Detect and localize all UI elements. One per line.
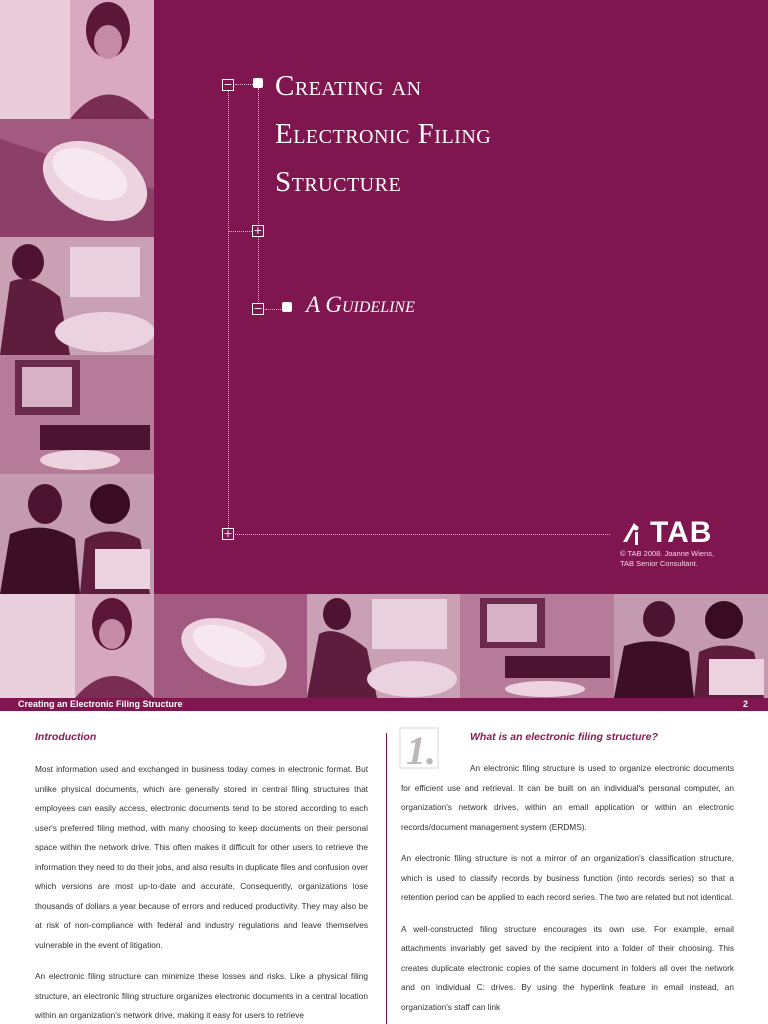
running-header-title: Creating an Electronic Filing Structure: [18, 699, 183, 709]
photo-two-people: [0, 474, 154, 594]
left-column-text: [35, 760, 368, 1024]
cover-title-line-1: Creating an: [275, 70, 422, 102]
tree-connector-inner: [258, 88, 259, 310]
copyright-line: TAB Senior Consultant.: [620, 559, 698, 568]
section-heading-what-is: What is an electronic filing structure?: [470, 731, 658, 743]
right-column-text: [401, 759, 734, 1024]
strip-photo-woman-pen: [0, 594, 154, 698]
tree-branch: [265, 309, 281, 310]
photo-mouse: [0, 119, 154, 237]
tree-branch: [235, 84, 253, 85]
paragraph: An electronic filing structure is not a mirror of an organization's classification structure, which is used to classify records by business function (into records series) so that a retention period can be applied to each record series. The two are related but not identical.: [401, 853, 734, 902]
paragraph: An electronic filing structure can minimize these losses and risks. Like a physical filing structure, an electronic filing structure organizes electronic documents in a central location within an organization's network drive, making it easy for users to retrieve: [35, 971, 368, 1020]
bullet-square: [253, 78, 263, 88]
tree-branch: [235, 534, 610, 535]
page-header-bar: [0, 698, 768, 711]
photo-column: [0, 0, 154, 594]
minus-icon: −: [253, 302, 263, 315]
copyright-note: [620, 549, 714, 569]
section-heading-introduction: Introduction: [35, 731, 97, 743]
photo-computer-keyboard: [0, 355, 154, 474]
cover-title-line-2: Electronic Filing: [275, 118, 492, 150]
paragraph: An electronic filing structure is used to organize electronic documents for efficient use and retrieval. It can be built on an individual's personal computer, an organization's network drives, within an email application or within an electronic records/document management system (ERDMS).: [401, 763, 734, 832]
tab-logo-text: TAB: [650, 516, 713, 549]
cover-title-line-3: Structure: [275, 166, 402, 198]
tree-connector-outer: [228, 90, 229, 534]
paragraph: Most information used and exchanged in business today comes in electronic format. But unlike physical documents, which are generally stored in central filing structures that employees can easily access, electronic documents tend to be stored according to each user's preferred filing method, with many choosing to keep documents on their personal space within the network drive. This often makes it difficult for other users to retrieve the information they need to do their jobs, and also results in duplicate files and confusion over which versions are most up-to-date and accurate. Consequently, organizations lose thousands of dollars a year because of errors and reduced productivity. They may also be at risk of non-compliance with federal and industry regulations and leave themselves vulnerable in the event of litigation.: [35, 764, 368, 950]
cover-subtitle: A Guideline: [306, 292, 415, 317]
photo-strip: [0, 594, 768, 698]
photo-woman-pen: [0, 0, 154, 119]
strip-photo-computer-keyboard: [460, 594, 614, 698]
bullet-square: [282, 302, 292, 312]
page-number: 2: [742, 699, 748, 709]
column-divider: [386, 733, 387, 1024]
copyright-line: © TAB 2008. Joanne Wiens,: [620, 549, 715, 558]
strip-photo-mouse: [154, 594, 307, 698]
plus-icon: +: [223, 527, 233, 540]
photo-woman-computer: [0, 237, 154, 355]
strip-photo-woman-computer: [307, 594, 460, 698]
strip-photo-two-people: [614, 594, 768, 698]
minus-icon: −: [223, 78, 233, 91]
plus-icon: +: [253, 224, 263, 237]
paragraph: A well-constructed filing structure encourages its own use. For example, email attachments invariably get saved by the recipient into a folder of their choosing. This creates duplicate electronic copies of the same document in folders all over the network and on individual C: drives. By using the hyperlink feature in email instead, an organization's staff can link: [401, 923, 734, 1012]
section-number: 1.: [406, 728, 436, 773]
tab-logo-icon: [620, 520, 648, 548]
